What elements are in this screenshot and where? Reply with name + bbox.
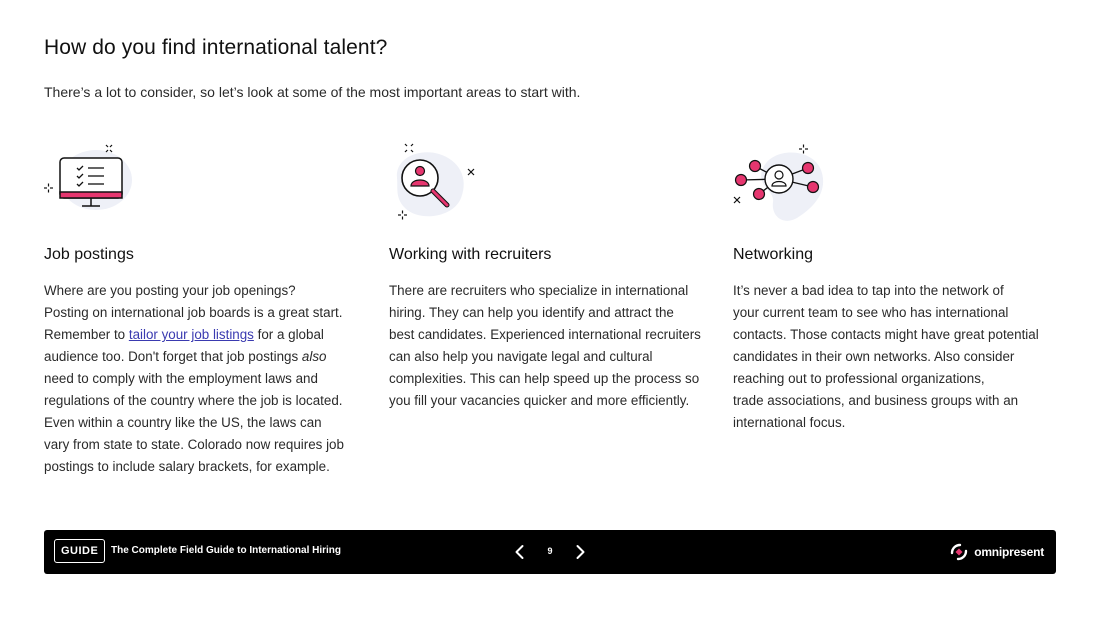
section-recruiters (389, 138, 701, 408)
chevron-right-icon[interactable] (570, 542, 590, 562)
section-job-postings (44, 138, 344, 474)
page-intro: There’s a lot to consider, so let’s look at some of the most important areas to start with. (44, 84, 581, 100)
guide-badge: GUIDE (54, 539, 105, 563)
page-title: How do you find international talent? (44, 36, 388, 59)
brand-name: omnipresent (974, 545, 1044, 559)
network-icon (733, 138, 833, 228)
guide-footer-bar (44, 530, 1056, 574)
section-heading: Job postings (44, 246, 134, 263)
section-networking (733, 138, 1039, 430)
recruiter-magnifier-icon (389, 138, 489, 228)
section-body: There are recruiters who specialize in international hiring. They can help you identify and attract the best candidates. Experienced international recruiters can also help you navigate legal and cultural complexities. This can help speed up the process so you fill your vacancies quicker and more efficiently. (389, 283, 701, 408)
section-body: It’s never a bad idea to tap into the network of your current team to see who has international contacts. Those contacts might have great potential candidates in their own networks. Also consider reaching out to professional organizations, trade associations, and business groups with an international focus. (733, 283, 1039, 430)
tailor-job-listings-link[interactable]: tailor your job listings (128, 327, 254, 342)
chevron-left-icon[interactable] (510, 542, 530, 562)
guide-title: The Complete Field Guide to International Hiring (111, 545, 342, 556)
page-number: 9 (547, 546, 553, 556)
omnipresent-logo-mark-icon (949, 542, 969, 562)
omnipresent-logo[interactable] (949, 542, 1044, 562)
checklist-monitor-icon (44, 138, 144, 228)
section-heading: Networking (733, 246, 814, 263)
section-heading: Working with recruiters (389, 246, 552, 263)
section-body: Where are you posting your job openings? Posting on international job boards is a great start. Remember to tailor your job listings for a global audience too. Don't forget that job postings also need to comply with the employment laws and regulations of the country where the job is located. Even within a country like the US, the laws can vary from state to state. Colorado now requires job postings to include salary brackets, for example. (44, 283, 344, 474)
